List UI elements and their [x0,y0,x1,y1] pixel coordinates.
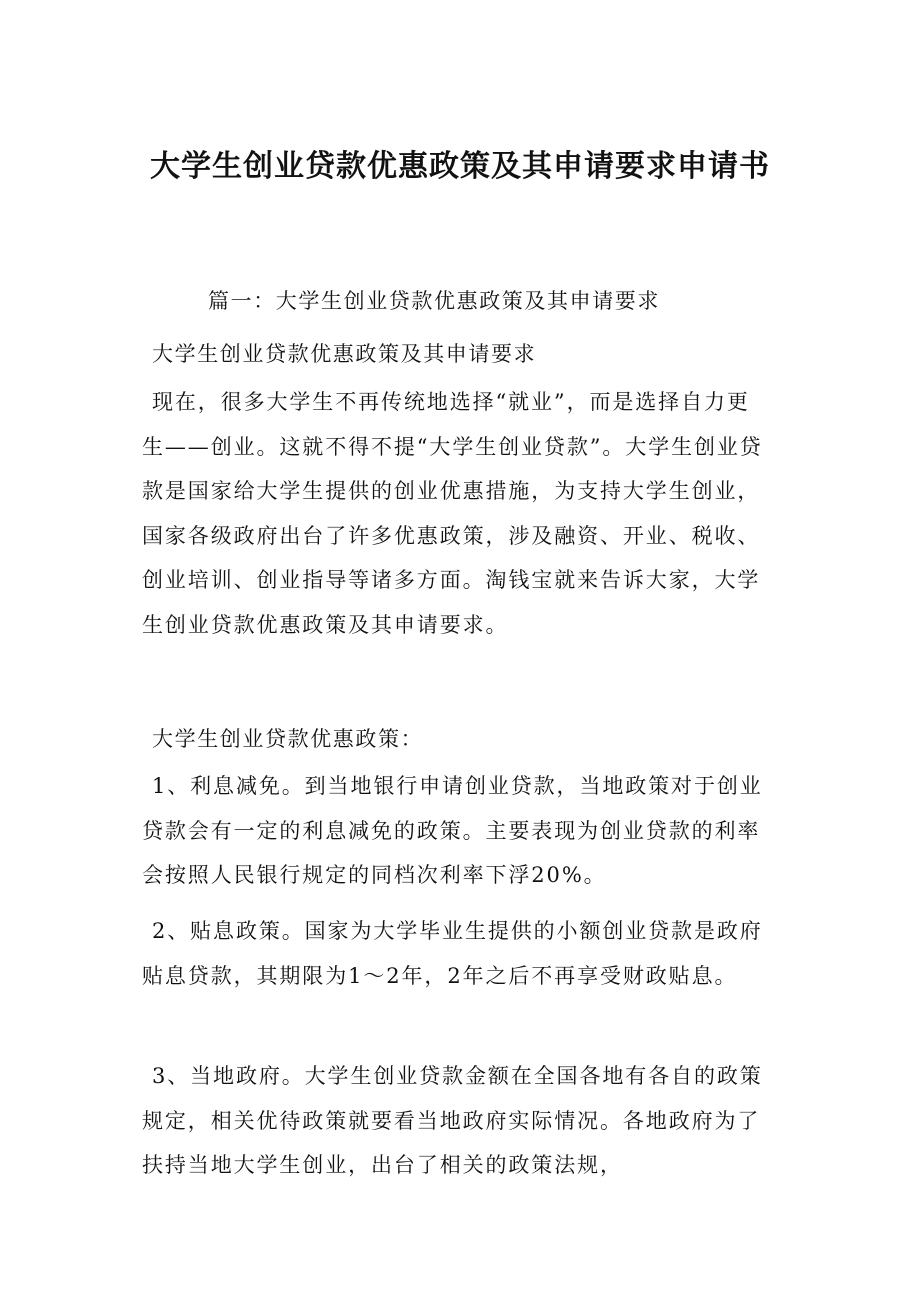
intro-paragraph: 现在，很多大学生不再传统地选择“就业”，而是选择自力更生——创业。这就不得不提“大学生创业贷款”。大学生创业贷款是国家给大学生提供的创业优惠措施，为支持大学生创业，国家各级政府出台了许多优惠政策，涉及融资、开业、税收、创业培训、创业指导等诸多方面。淘钱宝就来告诉大家，大学生创业贷款优惠政策及其申请要求。 [142,390,763,637]
policy-item-3: 3、当地政府。大学生创业贷款金额在全国各地有各自的政策规定，相关优待政策就要看当地政府实际情况。各地政府为了扶持当地大学生创业，出台了相关的政策法规， [142,1064,763,1178]
policy-item-1: 1、利息减免。到当地银行申请创业贷款，当地政策对于创业贷款会有一定的利息减免的政策。主要表现为创业贷款的利率会按照人民银行规定的同档次利率下浮20%。 [142,774,763,888]
document-title: 大学生创业贷款优惠政策及其申请要求申请书 [150,149,770,184]
policy-heading: 大学生创业贷款优惠政策： [152,727,424,751]
section-heading: 篇一：大学生创业贷款优惠政策及其申请要求 [208,289,660,313]
document-subtitle: 大学生创业贷款优惠政策及其申请要求 [152,342,537,366]
policy-item-2: 2、贴息政策。国家为大学毕业生提供的小额创业贷款是政府贴息贷款，其期限为1～2年，2年之后不再享受财政贴息。 [142,919,763,988]
